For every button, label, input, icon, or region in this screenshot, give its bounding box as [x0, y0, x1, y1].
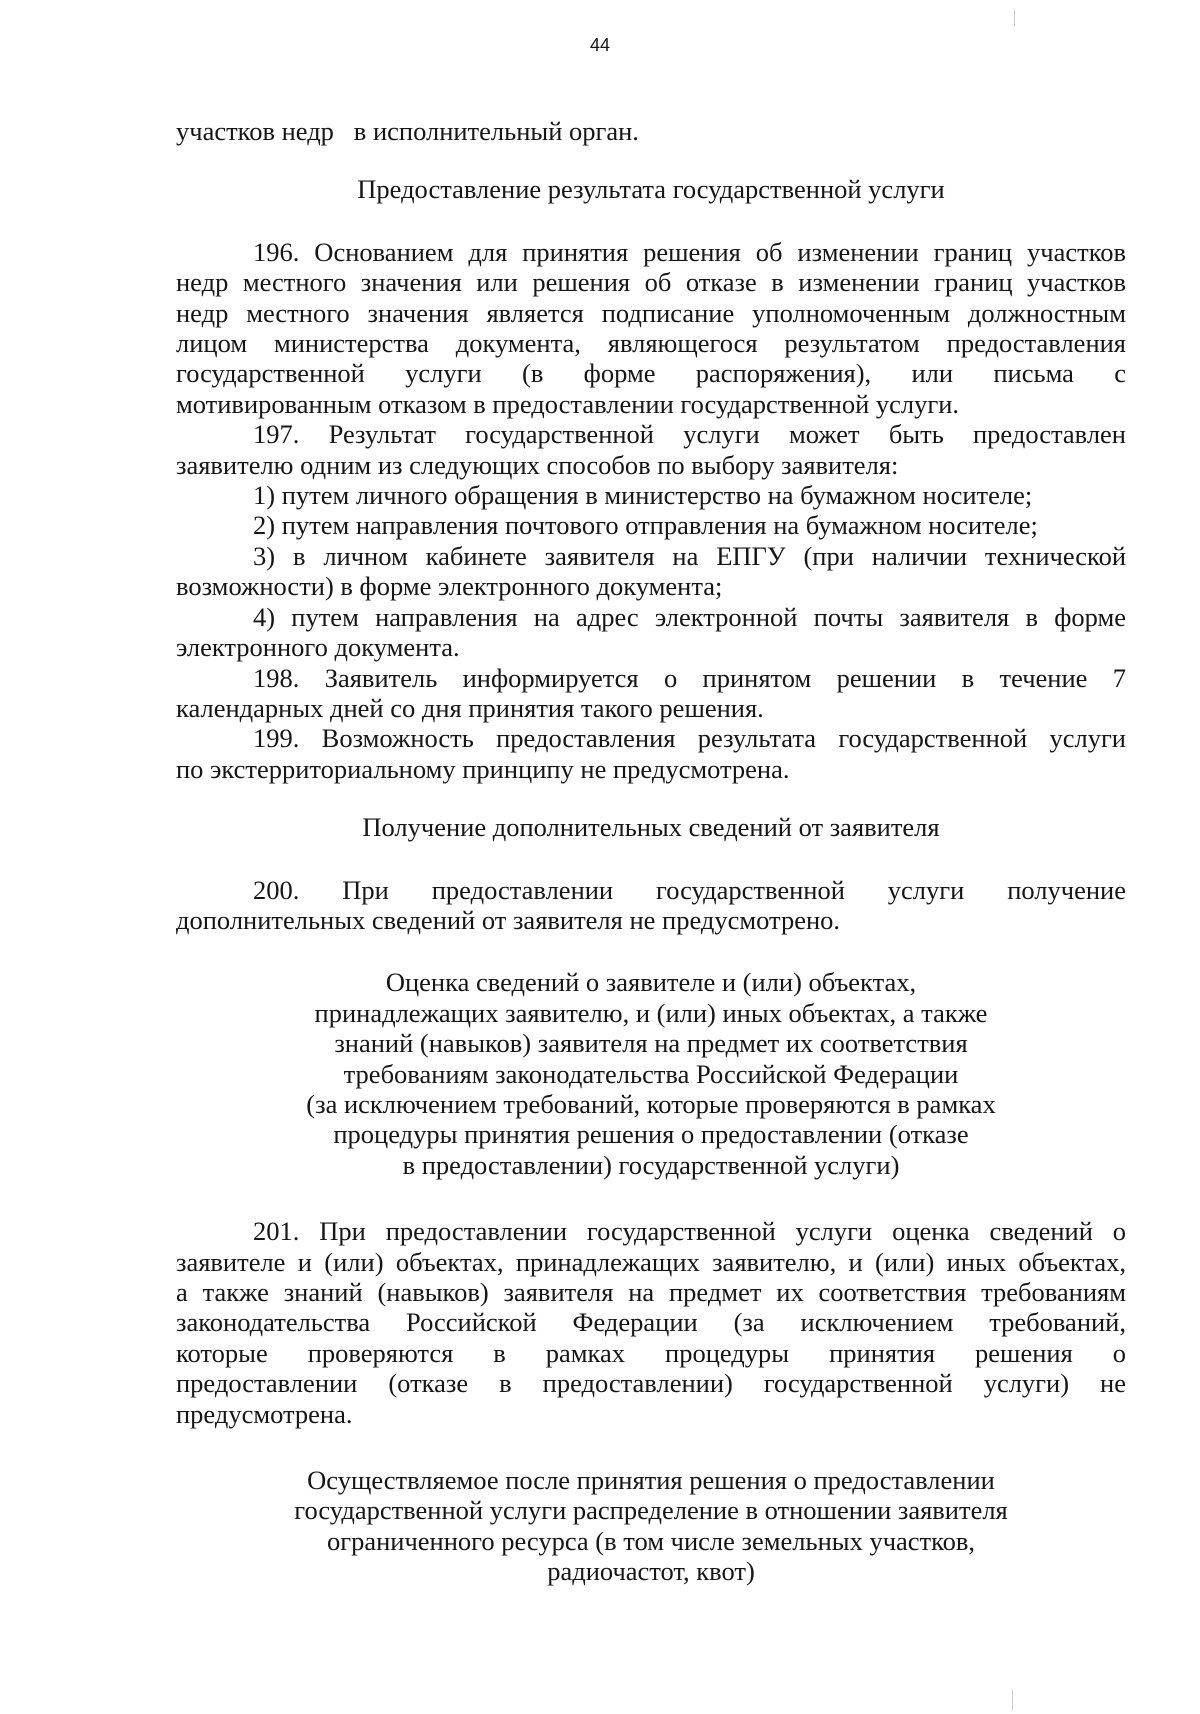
page-number: 44	[589, 35, 611, 55]
text-line: законодательства Российской Федерации (за исключением требований,	[176, 1307, 1126, 1338]
text-line: 2) путем направления почтового отправления на бумажном носителе;	[253, 510, 1038, 541]
text-line: участков недр в исполнительный орган.	[176, 116, 639, 146]
paragraph-199	[176, 723, 1126, 784]
section-heading-assessment	[176, 967, 1126, 1180]
heading-line: принадлежащих заявителю, и (или) иных объектах, а также	[314, 997, 988, 1028]
scan-edge-mark-top	[1014, 10, 1015, 26]
text-line: заявителю одним из следующих способов по выбору заявителя:	[176, 449, 899, 480]
text-line: 4) путем направления на адрес электронной почты заявителя в форме	[253, 601, 1126, 632]
heading-line: Предоставление результата государственной услуги	[357, 174, 945, 205]
carry-over-text	[176, 116, 1126, 146]
paragraph-196	[176, 237, 1126, 419]
scan-edge-mark-bottom	[1012, 1690, 1013, 1710]
text-line: 199. Возможность предоставления результата государственной услуги	[253, 723, 1126, 754]
text-line: государственной услуги (в форме распоряжения), или письма с	[176, 358, 1126, 389]
text-line: 197. Результат государственной услуги может быть предоставлен	[253, 419, 1126, 450]
heading-line: ограниченного ресурса (в том числе земельных участков,	[326, 1525, 976, 1556]
section-heading-result	[176, 174, 1126, 204]
document-body	[176, 116, 1126, 1587]
text-line: дополнительных сведений от заявителя не предусмотрено.	[176, 904, 841, 935]
text-line: 1) путем личного обращения в министерство на бумажном носителе;	[253, 480, 1033, 511]
list-item-197-2	[176, 510, 1126, 540]
text-line: календарных дней со дня принятия такого решения.	[176, 692, 764, 723]
heading-line: знаний (навыков) заявителя на предмет их соответствия	[334, 1028, 968, 1059]
section-heading-distribution	[176, 1465, 1126, 1587]
text-line: 3) в личном кабинете заявителя на ЕПГУ (при наличии технической	[253, 540, 1126, 571]
heading-line: Осуществляемое после принятия решения о предоставлении	[307, 1465, 995, 1496]
text-line: 201. При предоставлении государственной услуги оценка сведений о	[253, 1216, 1126, 1247]
text-line: 196. Основанием для принятия решения об изменении границ участков	[253, 236, 1126, 267]
heading-line: требованиям законодательства Российской Федерации	[343, 1058, 959, 1089]
text-line: 198. Заявитель информируется о принятом решении в течение 7	[253, 662, 1126, 693]
paragraph-201	[176, 1216, 1126, 1429]
heading-line: радиочастот, квот)	[547, 1556, 755, 1587]
text-line: предоставлении (отказе в предоставлении) государственной услуги) не	[176, 1368, 1126, 1399]
heading-line: (за исключением требований, которые проверяются в рамках	[306, 1088, 996, 1119]
text-line: недр местного значения или решения об отказе в изменении границ участков	[176, 267, 1126, 298]
paragraph-197	[176, 419, 1126, 480]
list-item-197-4	[176, 602, 1126, 663]
heading-line: процедуры принятия решения о предоставлении (отказе	[333, 1119, 969, 1150]
text-line: лицом министерства документа, являющегося результатом предоставления	[176, 328, 1126, 359]
list-item-197-1	[176, 480, 1126, 510]
text-line: заявителе и (или) объектах, принадлежащих заявителю, и (или) иных объектах,	[176, 1246, 1126, 1277]
list-item-197-3	[176, 541, 1126, 602]
heading-line: Оценка сведений о заявителе и (или) объектах,	[385, 967, 917, 998]
text-line: предусмотрена.	[176, 1398, 353, 1429]
heading-line: государственной услуги распределение в отношении заявителя	[294, 1495, 1008, 1526]
text-line: которые проверяются в рамках процедуры принятия решения о	[176, 1337, 1126, 1368]
text-line: возможности) в форме электронного документа;	[176, 571, 723, 602]
section-heading-additional-info	[176, 812, 1126, 842]
heading-line: в предоставлении) государственной услуги)	[402, 1149, 900, 1180]
text-line: по экстерриториальному принципу не предусмотрена.	[176, 753, 790, 784]
text-line: 200. При предоставлении государственной услуги получение	[253, 874, 1126, 905]
text-line: электронного документа.	[176, 632, 460, 663]
heading-line: Получение дополнительных сведений от заявителя	[362, 812, 940, 843]
text-line: мотивированным отказом в предоставлении государственной услуги.	[176, 388, 960, 419]
paragraph-200	[176, 875, 1126, 936]
text-line: а также знаний (навыков) заявителя на предмет их соответствия требованиям	[176, 1277, 1126, 1307]
paragraph-198	[176, 663, 1126, 724]
text-line: недр местного значения является подписание уполномоченным должностным	[176, 297, 1126, 328]
